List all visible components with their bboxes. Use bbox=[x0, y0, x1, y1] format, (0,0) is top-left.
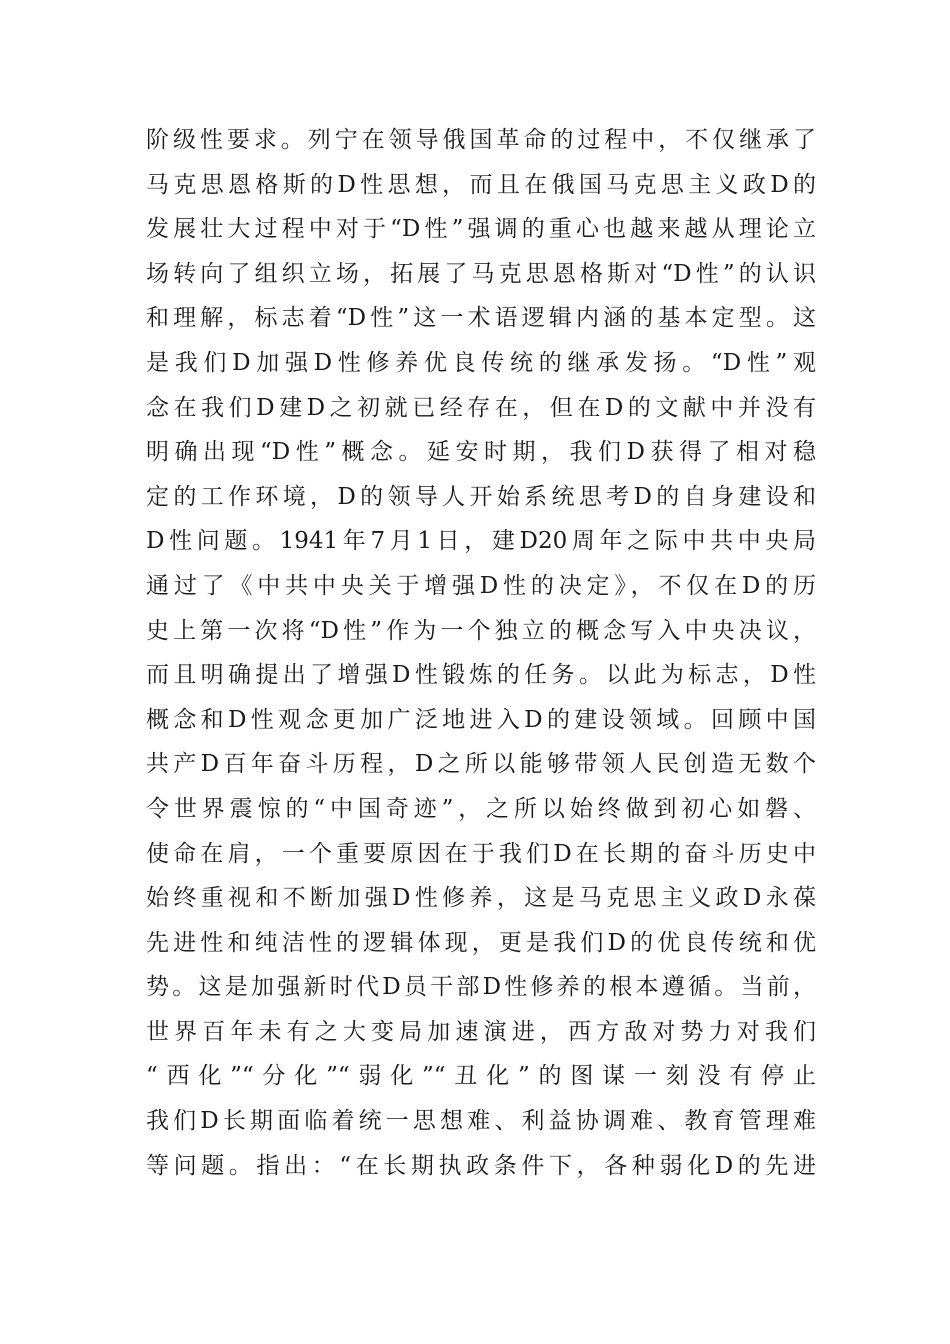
text-line: 势。这是加强新时代D员干部D性修养的根本遵循。当前， bbox=[146, 974, 816, 1001]
text-line: 等问题。指出：“在长期执政条件下，各种弱化D的先进 bbox=[146, 1152, 816, 1179]
text-line: “西化”“分化”“弱化”“丑化”的图谋一刻没有停止 bbox=[146, 1063, 816, 1090]
text-line: 先进性和纯洁性的逻辑体现，更是我们D的优良传统和优 bbox=[146, 929, 816, 956]
text-line: 通过了《中共中央关于增强D性的决定》，不仅在D的历 bbox=[146, 572, 816, 599]
text-line: 定的工作环境，D的领导人开始系统思考D的自身建设和 bbox=[146, 483, 816, 510]
text-line: 始终重视和不断加强D性修养，这是马克思主义政D永葆 bbox=[146, 885, 816, 912]
text-line: 而且明确提出了增强D性锻炼的任务。以此为标志，D性 bbox=[146, 662, 816, 689]
text-line: 共产D百年奋斗历程，D之所以能够带领人民创造无数个 bbox=[146, 751, 816, 778]
body-text bbox=[146, 118, 816, 1188]
text-line: 念在我们D建D之初就已经存在，但在D的文献中并没有 bbox=[146, 394, 816, 421]
text-line: 令世界震惊的“中国奇迹”，之所以始终做到初心如磐、 bbox=[146, 795, 816, 822]
text-line: 发展壮大过程中对于“D性”强调的重心也越来越从理论立 bbox=[146, 216, 816, 243]
text-line: 马克思恩格斯的D性思想，而且在俄国马克思主义政D的 bbox=[146, 171, 816, 198]
text-line: 我们D长期面临着统一思想难、利益协调难、教育管理难 bbox=[146, 1108, 816, 1135]
text-line: 明确出现“D性”概念。延安时期，我们D获得了相对稳 bbox=[146, 439, 816, 466]
text-line: 史上第一次将“D性”作为一个独立的概念写入中央决议， bbox=[146, 617, 816, 644]
text-line: 场转向了组织立场，拓展了马克思恩格斯对“D性”的认识 bbox=[146, 260, 816, 287]
text-line: D性问题。1941年7月1日，建D20周年之际中共中央局 bbox=[146, 528, 816, 555]
text-line: 是我们D加强D性修养优良传统的继承发扬。“D性”观 bbox=[146, 349, 816, 376]
text-line: 使命在肩，一个重要原因在于我们D在长期的奋斗历史中 bbox=[146, 840, 816, 867]
text-line: 概念和D性观念更加广泛地进入D的建设领域。回顾中国 bbox=[146, 706, 816, 733]
text-line: 阶级性要求。列宁在领导俄国革命的过程中，不仅继承了 bbox=[146, 127, 816, 153]
text-line: 和理解，标志着“D性”这一术语逻辑内涵的基本定型。这 bbox=[146, 305, 816, 332]
text-line: 世界百年未有之大变局加速演进，西方敌对势力对我们 bbox=[146, 1018, 816, 1045]
